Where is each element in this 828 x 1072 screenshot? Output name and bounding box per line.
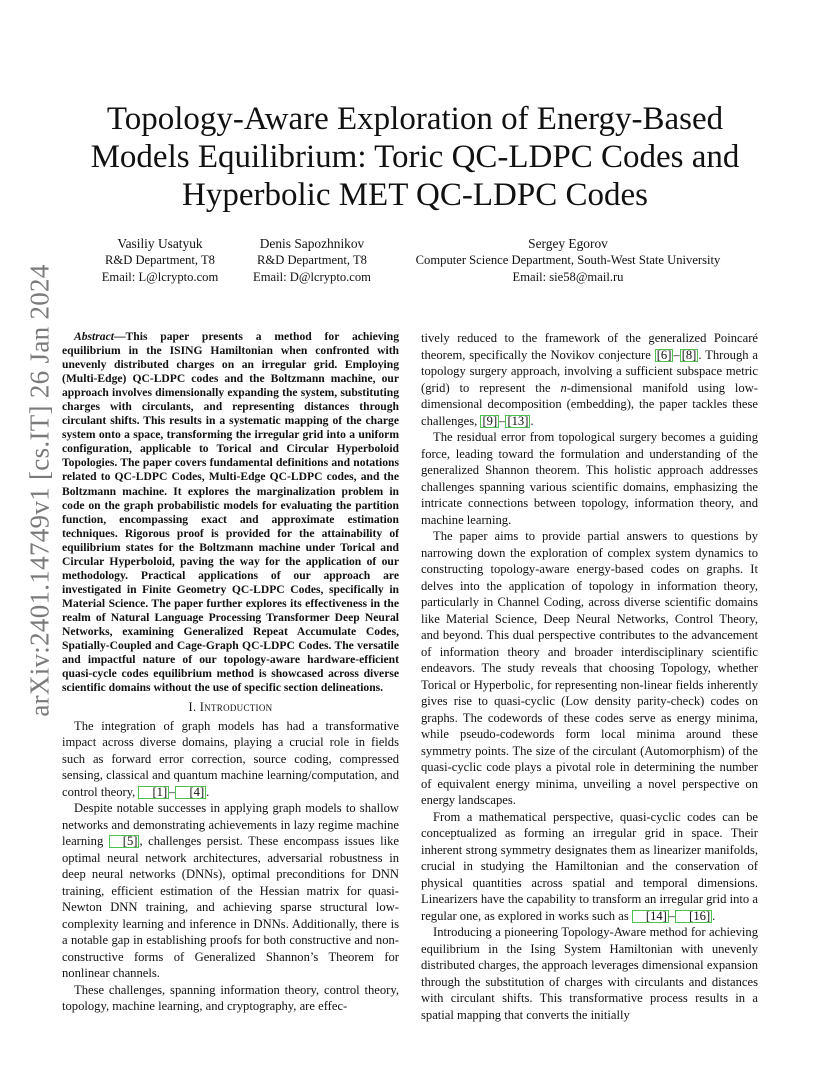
author-affiliation: R&D Department, T8: [105, 253, 215, 267]
citation-link[interactable]: [5]: [109, 835, 140, 848]
paragraph-text: . Through a topology surgery approach, involving a sufficient subspace metric (grid) to represent the: [421, 347, 758, 395]
citation-link[interactable]: [4]: [175, 786, 206, 799]
intro-paragraph-2: [62, 800, 399, 982]
paragraph-text: Despite notable successes in applying graph models to shallow networks and demonstrating achievements in lazy regime machine learning: [62, 801, 399, 849]
intro-paragraph-6: [421, 809, 758, 925]
paragraph-text: From a mathematical perspective, quasi-cyclic codes can be conceptualized as forming an irregular grid in space. Their inherent strong symmetry designates them as linearizer manifolds, crucial in studying the Hamiltonian and the conservation of physical quantities across spatial and temporal dimensions. Linearizers have the capability to transform an irregular grid into a regular one, as explored in works such as: [421, 809, 758, 923]
citation-dash: –: [169, 784, 176, 799]
author-email: Email: sie58@mail.ru: [512, 270, 624, 284]
abstract: [62, 330, 399, 695]
arxiv-side-stamp: [20, 263, 60, 717]
section-heading: I. Introduction: [188, 700, 273, 715]
abstract-heading: Abstract: [74, 330, 114, 343]
paragraph-text: tively reduced to the framework of the generalized Poincaré theorem, specifically the Novikov conjecture: [421, 331, 758, 362]
author-name: Vasiliy Usatyuk: [117, 236, 203, 251]
paragraph-text: -dimensional manifold using low-dimensional decomposition (embedding), the paper tackles these challenges,: [421, 380, 758, 428]
author-email: Email: D@lcrypto.com: [253, 270, 371, 284]
author-1: [80, 235, 240, 286]
author-block: [0, 235, 828, 290]
paragraph-text: The integration of graph models has had a transformative impact across diverse domains, playing a crucial role in fields such as forward error correction, source coding, compressed sensing, classical and quantum machine learning/computation, and control theory,: [62, 718, 399, 799]
abstract-body: —This paper presents a method for achieving equilibrium in the ISING Hamiltonian when confronted with unevenly distributed charges on an irregular grid. Employing (Multi-Edge) QC-LDPC codes and the Boltzmann machine, our approach involves dimensionally expanding the system, substituting charges with circulants, and representing distances through circulant shifts. This results in a systematic mapping of the charge system onto a space, transforming the irregular grid into a uniform configuration, applicable to Torical and Circular Hyperboloid Topologies. The paper covers fundamental definitions and notations related to QC-LDPC Codes, Multi-Edge QC-LDPC codes, and the Boltzmann machine. It explores the marginalization problem in code on the graph probabilistic models for evaluating the partition function, encompassing exact and approximate estimation techniques. Rigorous proof is provided for the attainability of equilibrium states for the Boltzmann machine under Torical and Circular Hyperboloid, paving the way for the application of our methodology. Practical applications of our approach are investigated in Finite Geometry QC-LDPC Codes, specifically in Material Science. The paper further explores its effectiveness in the realm of Natural Language Processing Transformer Deep Neural Networks, examining Generalized Repeat Accumulate Codes, Spatially-Coupled and Cage-Graph QC-LDPC Codes. The versatile and impactful nature of our topology-aware hardware-efficient quasi-cycle codes equilibrium method is showcased across diverse scientific domains without the use of specific section delineations.: [62, 330, 399, 695]
arxiv-identifier: arXiv:2401.14749v1 [cs.IT] 26 Jan 2024: [24, 263, 55, 717]
author-affiliation: R&D Department, T8: [257, 253, 367, 267]
citation-link[interactable]: [8]: [681, 347, 697, 362]
intro-paragraph-1: [62, 718, 399, 801]
citation-link[interactable]: [1]: [138, 786, 169, 799]
left-column: [62, 330, 399, 1015]
author-2: [242, 235, 382, 286]
citation-link[interactable]: [14]: [632, 910, 669, 923]
paragraph-text: , challenges persist. These encompass issues like optimal neural network architectures, adversarial robustness in deep neural networks (DNNs), optimal preconditions for DNN training, efficient estimation of the Hessian matrix for quasi-Newton DNN training, and achieving sparse structural low-complexity learning and inference in DNNs. Additionally, there is a notable gap in establishing proofs for both constructive and non-constructive forms of Generalized Shannon’s Theorem for nonlinear channels.: [62, 834, 399, 981]
citation-link[interactable]: [6]: [656, 347, 672, 362]
intro-paragraph-5: The paper aims to provide partial answers to questions by narrowing down the exploration of complex system dynamics to constructing topology-aware energy-based codes on graphs. It delves into the application of topology in information theory, particularly in Channel Coding, across diverse scientific domains like Material Science, Deep Neural Networks, Control Theory, and beyond. This dual perspective contributes to the advancement of information theory and broader interdisciplinary scientific endeavors. The study reveals that choosing Topology, whether Torical or Hyperbolic, for representing non-linear fields inherently gives rise to quasi-cyclic (Low density parity-check) codes on graphs. The codewords of these codes serve as energy minima, while pseudo-codewords form local minima around these symmetry points. The size of the circulant (Automorphism) of the quasi-cyclic code plays a pivotal role in determining the number of equivalent energy minima, unveiling a novel perspective on energy landscapes.: [421, 529, 758, 807]
right-column: [421, 330, 758, 1023]
citation-link[interactable]: [13]: [507, 413, 529, 428]
intro-paragraph-3: These challenges, spanning information theory, control theory, topology, machine learning, and cryptography, are effec-: [62, 982, 399, 1014]
intro-paragraph-3-continued: [421, 330, 758, 429]
citation-dash: –: [668, 908, 676, 923]
citation-dash: –: [499, 413, 506, 428]
paragraph-end: .: [206, 784, 210, 799]
intro-paragraph-7: Introducing a pioneering Topology-Aware method for achieving equilibrium in the Ising System Hamiltonian with unevenly distributed charges, the approach leverages dimensional expansion through the substitution of charges with circulants and distances with circulant shifts. This transformative process results in a spatial mapping that converts the initially: [421, 925, 758, 1022]
paragraph-end: .: [712, 908, 716, 923]
author-3: [398, 235, 738, 286]
math-symbol: n: [560, 380, 567, 395]
citation-link[interactable]: [16]: [675, 910, 712, 923]
author-affiliation: Computer Science Department, South-West State University: [415, 253, 721, 267]
intro-paragraph-4: The residual error from topological surgery becomes a guiding force, leading toward the formulation and understanding of the generalized Shannon theorem. This holistic approach addresses challenges spanning various scientific domains, emphasizing the intricate connections between topology, information theory, and machine learning.: [421, 430, 758, 527]
citation-dash: –: [673, 347, 680, 362]
paper-title: Topology-Aware Exploration of Energy-Based Models Equilibrium: Toric QC-LDPC Codes and Hyperbolic MET QC-LDPC Codes: [90, 101, 740, 213]
author-email: Email: L@lcrypto.com: [101, 270, 219, 284]
author-name: Denis Sapozhnikov: [259, 236, 365, 251]
paragraph-end: .: [530, 413, 534, 428]
citation-link[interactable]: [9]: [482, 413, 498, 428]
author-name: Sergey Egorov: [528, 236, 608, 251]
